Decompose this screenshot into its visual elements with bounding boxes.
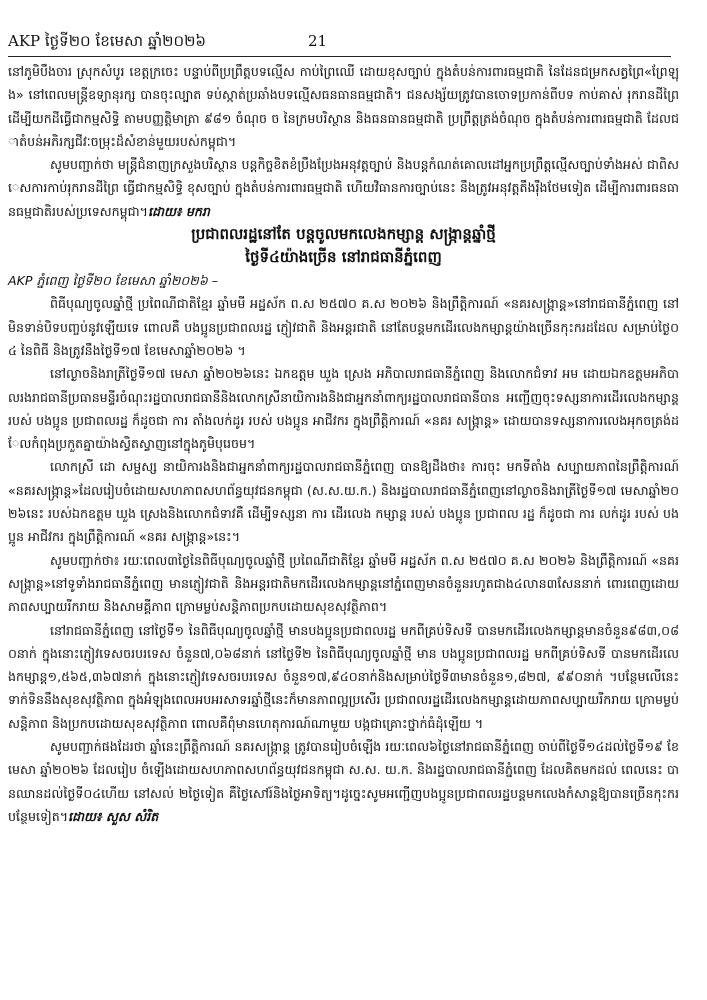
page-content — [8, 60, 679, 828]
article2-dateline: AKP ភ្នំពេញ ថ្ងៃទី២០ ខែមេសា ឆ្នាំ២០២៦ – — [8, 273, 219, 289]
page-number: 21 — [308, 32, 328, 50]
article2-title-line-2: ថ្ងៃទី៤យ៉ាងច្រើន នៅរាជធានីភ្នំពេញ — [245, 248, 442, 267]
article2-paragraph-4: សូមបញ្ជាក់ថា៖ រយៈពេល៣ថ្ងៃនៃពិធីបុណ្យចូលឆ្នាំថ្មី ប្រពៃណីជាតិខ្មែរ ឆ្នាំមមី អដ្ឋស័ក ព.ស ២៥៧០ គ.ស ២០២៦ និងព្រឹត្តិការណ៍ «នគរសង្ក្រាន្ត»នៅទូទាំងរាជធានីភ្នំពេញ មានភ្ញៀវជាតិ និងអន្តរជាតិមកដើរលេងកម្សាន្តនៅភ្នំពេញមានចំនួនរហូតជាង៤លាន៣សែននាក់ ពោរពេញដោយភាពសប្បាយរីករាយ និងសាមគ្គីភាព ក្រោមម្លប់សន្តិភាពប្រកបដោយសុខសុវត្ថិភាព។ — [8, 552, 679, 615]
article2-paragraph-3: លោកស្រី ដោ សម្ផស្ស នាយិការងនិងជាអ្នកនាំពាក្យរដ្ឋបាលរាជធានីភ្នំពេញ បានឱ្យដឹងថា៖ ការចុះ មកទីតាំង សប្បាយភាពនៃព្រឹត្តិការណ៍ «នគរសង្ក្រាន្ត»ដែលរៀបចំដោយសហភាពសហព័ន្ធយុវជនកម្ពុជា (ស.ស.យ.ក.) និងរដ្ឋបាលរាជធានីភ្នំពេញនៅល្ងាចនិងរាត្រីថ្ងៃទី១៧ មេសាឆ្នាំ២០២៦នេះ របស់ឯកឧត្តម ឃួង ស្រេងនិងលោកជំទាវគឺ ដើម្បីទស្សនា ការ ដើរលេង កម្សាន្ត របស់ បងប្អូន ប្រជាពល រដ្ឋ ក៏ដូចជា ការ លក់ដូរ របស់ បងប្អូន អាជីវករ ក្នុងព្រឹត្តិការណ៍ «នគរ សង្ក្រាន្ត»នេះ។ — [8, 459, 679, 545]
article2-byline: ដោយ៖ សួស សំរិត — [68, 808, 159, 824]
header-publication-date: AKP ថ្ងៃទី២០ ខែមេសា ឆ្នាំ២០២៦ — [8, 32, 207, 50]
article2-paragraph-2: នៅល្ងាចនិងរាត្រីថ្ងៃទី១៧ មេសា ឆ្នាំ២០២៦នេះ ឯកឧត្តម ឃួង ស្រេង អភិបាលរាជធានីភ្នំពេញ និងលោកជំទាវ អម ដោយឯកឧត្តមអភិបាលរងរាជធានីប្រធានមន្ទីរចំណុះរដ្ឋបាលរាជធានីនិងលោកស្រីនាយិការងនិងជាអ្នកនាំពាក្យរដ្ឋបាលរាជធានីបាន អញ្ជើញចុះទស្សនាការដើរលេងកម្សាន្ត របស់ បងប្អូន ប្រជាពលរដ្ឋ ក៏ដូចជា ការ តាំងលក់ដូរ របស់ បងប្អូន អាជីវករ ក្នុងព្រឹត្តិការណ៍ «នគរ សង្ក្រាន្ត» ដោយបានទស្សនាការលេងអុកចត្រង់ដែលកំពុងប្រកួតគ្នាយ៉ាងស្វិតស្វាញនៅក្នុងភូមិបុរេចម។ — [8, 366, 679, 452]
article2-title-line-1: ប្រជាពលរដ្ឋនៅតែ បន្តចូលមកលេងកម្សាន្ត សង្ក្រាន្តឆ្នាំថ្មី — [191, 225, 496, 244]
article1-byline: ដោយ៖ មករា — [147, 203, 210, 219]
header-rule — [8, 56, 671, 57]
article1-paragraph-2: សូមបញ្ជាក់ថា មន្ត្រីជំនាញក្រសួងបរិស្ថាន បន្តកិច្ចខិតខំប្រឹងប្រែងអនុវត្តច្បាប់ និងបន្តកំណត់គោលដៅអ្នកប្រព្រឹត្តល្មើសច្បាប់ទាំងអស់ ជាពិសេសការកាប់រុករានដីព្រៃ ធ្វើជាកម្មសិទ្ធិ ខុសច្បាប់ ក្នុងតំបន់ការពារធម្មជាតិ ហើយវិធានការច្បាប់នេះ នឹងត្រូវអនុវត្តតឹងរ៉ឹងថែមទៀត ដើម្បីការពារធនធានធម្មជាតិរបស់ប្រទេសកម្ពុជា។ដោយ៖ មករា — [8, 157, 679, 219]
article2-paragraph-5: នៅរាជធានីភ្នំពេញ នៅថ្ងៃទី១ នៃពិធីបុណ្យចូលឆ្នាំថ្មី មានបងប្អូនប្រជាពលរដ្ឋ មកពីគ្រប់ទិសទី បានមកដើរលេងកម្សាន្តមានចំនួន៩៨៣,០៨០នាក់ ក្នុងនោះភ្ញៀវទេសចរបរទេស ចំនួន៧,០៦៨នាក់ នៅថ្ងៃទី២ នៃពិធីបុណ្យចូលឆ្នាំថ្មី មាន បងប្អូនប្រជាពលរដ្ឋ មកពីគ្រប់ទិសទី បានមកដើរលេងកម្សាន្ត១,៥៦៥,៣៦៧នាក់ ក្នុងនោះភ្ញៀវទេសចរបរទេស ចំនួន១៧,៩៤០នាក់និងសម្រាប់ថ្ងៃទី៣មានចំនួន១,៨២៧, ៩៩០នាក់ ។បន្ថែមលើនេះ ទាក់ទិននឹងសុខសុវត្ថិភាព ក្នុងអំឡុងពេលអបអរសាទរឆ្នាំថ្មីនេះក៏មានភាពល្អប្រសើរ ប្រជាពលរដ្ឋដើរលេងកម្សាន្តដោយភាពសប្បាយរីករាយ ក្រោមម្លប់សន្តិភាព និងប្រកបដោយសុខសុវត្ថិភាព ពោលគឺពុំមានហេតុការណ៍ណាមួយ បង្កជាគ្រោះថ្នាក់ធំដុំឡើយ ។ — [8, 622, 679, 731]
article1-body: នៅភូមិបឹងចារ ស្រុកសំបូរ ខេត្តក្រចេះ បន្ទាប់ពីប្រព្រឹត្តបទល្មើស កាប់ព្រៃឈើ ដោយខុសច្បាប់ ក្នុងតំបន់ការពារធម្មជាតិ នៃដែនជម្រកសត្វព្រៃ«ព្រែឡុង» នៅពេលមន្ត្រីឧទ្យានុរក្ស បានចុះល្បាត ទប់ស្កាត់ប្រឆាំងបទល្មើសធនធានធម្មជាតិ។ ជនសង្ស័យត្រូវបានចោទប្រកាន់ពីបទ កាប់គាស់ រុករានដីព្រៃ ដើម្បីយកដីធ្វើជាកម្មសិទ្ធិ តាមបញ្ញត្តិមាត្រា ៩៨១ ចំណុច ច នៃក្រមបរិស្ថាន និងធនធានធម្មជាតិ ប្រព្រឹត្តត្រង់ចំណុច ក្នុងតំបន់ការពារធម្មជាតិ ដែលជាតំបន់អភិរក្សជីវៈចម្រុះដ៏សំខាន់មួយរបស់កម្ពុជា។ — [8, 64, 679, 149]
article2-paragraph-1: ពិធីបុណ្យចូលឆ្នាំថ្មី ប្រពៃណីជាតិខ្មែរ ឆ្នាំមមី អដ្ឋស័ក ព.ស ២៥៧០ គ.ស ២០២៦ និងព្រឹត្តិការណ៍ «នគរសង្ក្រាន្ត»នៅរាជធានីភ្នំពេញ នៅមិនទាន់បិទបញ្ចប់នូវឡើយទេ ពោលគឺ បងប្អូនប្រជាពលរដ្ឋ ភ្ញៀវជាតិ និងអន្តរជាតិ នៅតែបន្តមកដើរលេងកម្សាន្តយ៉ាងច្រើនកុះករដដែល សម្រាប់ថ្ងៃ០៤ នៃពិធី និងត្រូវនឹងថ្ងៃទី១៧ ខែមេសាឆ្នាំ២០២៦ ។ — [8, 296, 679, 358]
article2-paragraph-6: សូមបញ្ជាក់ផងដែរថា ឆ្នាំនេះព្រឹត្តិការណ៍ នគរសង្ក្រាន្ត ត្រូវបានរៀបចំឡើង រយៈពេល៦ថ្ងៃនៅរាជធានីភ្នំពេញ ចាប់ពីថ្ងៃទី១៤ដល់ថ្ងៃទី១៩ ខែមេសា ឆ្នាំ២០២៦ ដែលរៀប ចំឡើងដោយសហភាពសហព័ន្ធយុវជនកម្ពុជា ស.ស. យ.ក. និងរដ្ឋបាលរាជធានីភ្នំពេញ ដែលគិតមកដល់ ពេលនេះ បានឈានដល់ថ្ងៃទី០៤ហើយ នៅសល់ ២ថ្ងៃទៀត គឺថ្ងៃសៅរ៍និងថ្ងៃអាទិត្យ។ដូច្នេះសូមអញ្ជើញបងប្អូនប្រជាពលរដ្ឋបន្តមកលេងកំសាន្តឱ្យបានច្រើនកុះករបន្ថែមទៀត។ដោយ៖ សួស សំរិត — [8, 739, 679, 824]
page-header — [8, 28, 679, 54]
